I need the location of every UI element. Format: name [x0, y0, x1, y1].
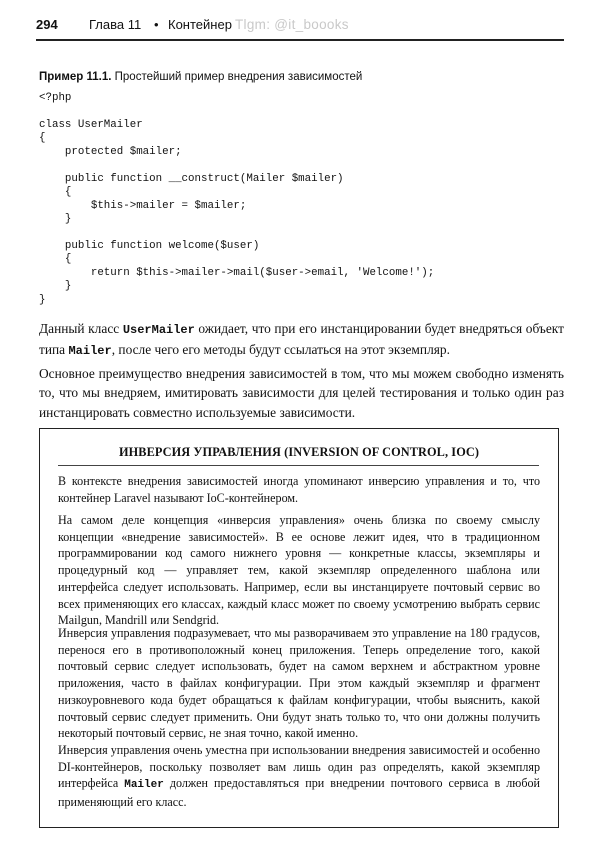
- sidebar-paragraph-2: На самом деле концепция «инверсия управления» очень близка по своему смыслу концепции «внедрение зависимостей». В ее основе лежит идея, что в традиционном программировании код самого нижнего уровня — конкретные классы, экземпляры и процедурный код — управляет тем, какой экземпляр определенного шаблона или интерфейса следует использовать. Например, если вы инстанцируете почтовый сервис во всех применяющих его классах, каждый класс может по своему усмотрению выбрать сервис Mailgun, Mandrill или Sendgrid.: [58, 513, 540, 628]
- inline-code: Mailer: [68, 344, 112, 359]
- sidebar-paragraph-4: [58, 742, 540, 811]
- listing-title: Простейший пример внедрения зависимостей: [114, 71, 363, 83]
- watermark: Tlgm: @it_boooks: [235, 17, 349, 32]
- code-listing: <?php class UserMailer { protected $mailer; public function __construct(Mailer $mailer) { $this->mailer = $mailer; } public function welcome($user) { return $this->mailer->mail($user->email, 'Welcome!'); } }: [39, 92, 435, 306]
- sidebar-paragraph-3: Инверсия управления подразумевает, что мы разворачиваем это управление на 180 градусов, перенося его в противоположный конец приложения. Теперь определение того, какой почтовый сервис следует использовать, будет на самом верхнем и абстрактном уровне приложения, часто в файлах конфигурации. При этом каждый экземпляр и фрагмент низкоуровневого кода будет обращаться к файлам конфигурации, чтобы выяснить, какой почтовый сервис следует применить. Они будут знать только то, что они должны получить некоторый почтовый сервис, не зная точно, какой именно.: [58, 626, 540, 741]
- chapter-label: Глава 11: [89, 17, 142, 32]
- text-segment: должен предоставляться при внедрении почтового сервиса в любой применяющий его класс.: [58, 776, 540, 810]
- header-bullet: •: [154, 17, 159, 32]
- page-number: 294: [36, 17, 58, 32]
- paragraph-advantages: Основное преимущество внедрения зависимостей в том, что мы можем свободно изменять то, что мы внедряем, имитировать зависимости для целей тестирования и только один раз инстанцировать совместно используемые зависимости.: [39, 366, 564, 420]
- inline-code: Mailer: [124, 779, 164, 792]
- header-rule: [36, 39, 564, 41]
- paragraph-usermailer: [39, 319, 564, 362]
- sidebar-title: ИНВЕРСИЯ УПРАВЛЕНИЯ (INVERSION OF CONTROL, IOC): [118, 445, 480, 459]
- text-segment: Инверсия управления очень уместна при использовании внедрения зависимостей и особенно DI-контейнеров, поскольку позволяет вам лишь один раз определять, какой экземпляр интерфейса: [58, 743, 540, 791]
- running-header: [36, 14, 564, 38]
- inline-code: UserMailer: [122, 323, 195, 337]
- text-segment: ожидает, что при его инстанцировании будет внедряться объект типа: [39, 321, 564, 358]
- text-segment: Данный класс: [39, 321, 123, 336]
- sidebar-title-rule: [58, 465, 539, 466]
- listing-label: Пример 11.1.: [39, 71, 112, 83]
- section-label: Контейнер: [168, 17, 232, 32]
- sidebar-paragraph-1: В контексте внедрения зависимостей иногда упоминают инверсию управления и то, что контейнер Laravel называют IoC-контейнером.: [58, 474, 540, 505]
- ioc-sidebar-box: [39, 428, 559, 828]
- listing-caption: [39, 71, 362, 83]
- text-segment: , после чего его методы будут ссылаться на этот экземпляр.: [111, 342, 450, 358]
